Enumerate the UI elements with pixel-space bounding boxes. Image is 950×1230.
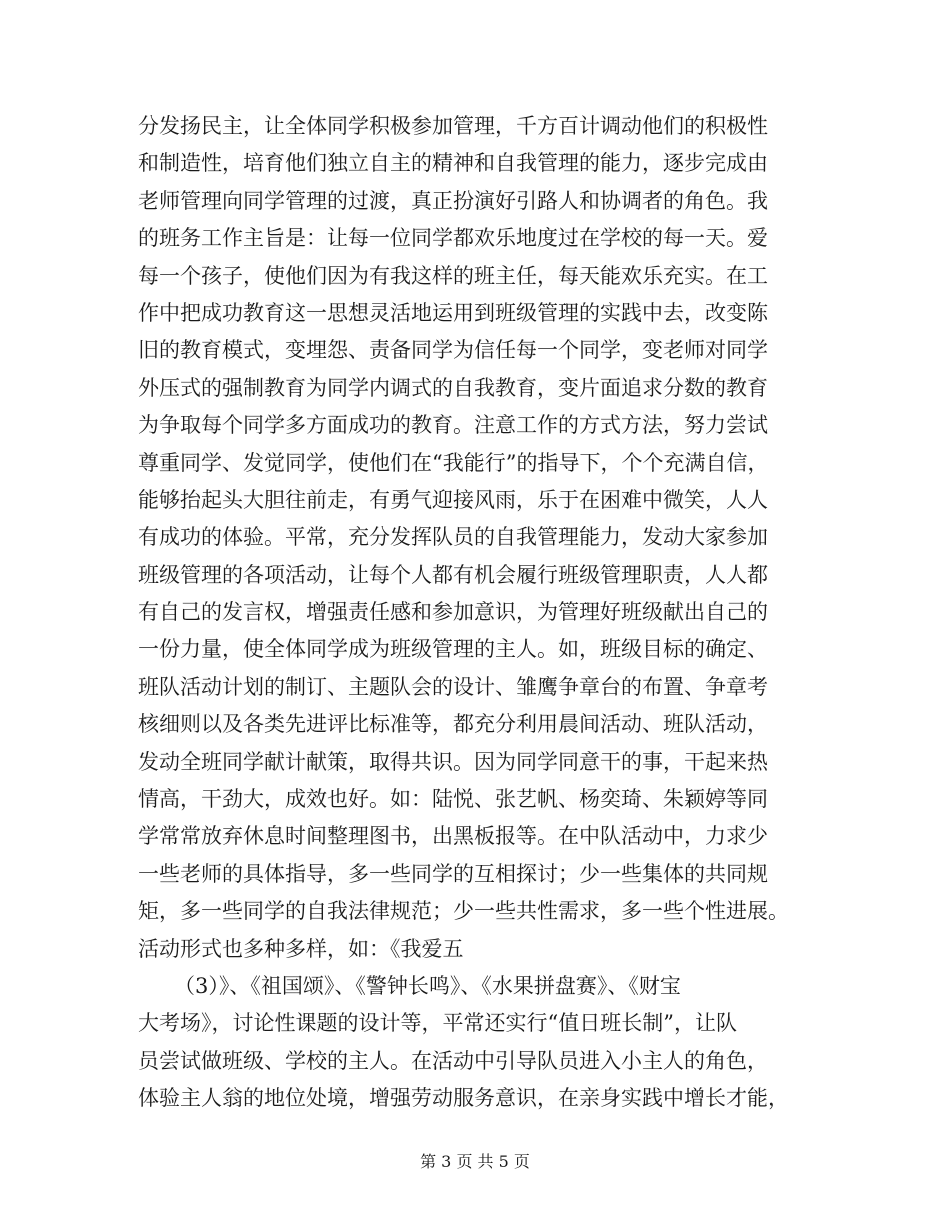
body-text	[138, 108, 828, 1118]
text-line: 有成功的体验。平常，充分发挥队员的自我管理能力，发动大家参加	[138, 525, 768, 550]
text-line: 能够抬起头大胆往前走，有勇气迎接风雨，乐于在困难中微笑，人人	[138, 487, 768, 512]
text-line: 发动全班同学献计献策，取得共识。因为同学同意干的事，干起来热	[138, 749, 768, 774]
text-line: 学常常放弃休息时间整理图书，出黑板报等。在中队活动中，力求少	[138, 824, 768, 849]
text-line: 员尝试做班级、学校的主人。在活动中引导队员进入小主人的角色，	[138, 1048, 768, 1073]
text-line: 和制造性，培育他们独立自主的精神和自我管理的能力，逐步完成由	[138, 151, 768, 176]
text-line: 情高，干劲大，成效也好。如：陆悦、张艺帆、杨奕琦、朱颖婷等同	[138, 787, 768, 812]
text-line: 活动形式也多种多样，如：《我爱五	[138, 936, 464, 961]
text-line: 一份力量，使全体同学成为班级管理的主人。如，班级目标的确定、	[138, 637, 768, 662]
text-line: 有自己的发言权，增强责任感和参加意识，为管理好班级献出自己的	[138, 600, 768, 625]
page-number: 第 3 页 共 5 页	[420, 1152, 530, 1171]
text-line: 每一个孩子，使他们因为有我这样的班主任，每天能欢乐充实。在工	[138, 263, 768, 288]
text-line: 为争取每个同学多方面成功的教育。注意工作的方式方法，努力尝试	[138, 413, 768, 438]
text-line: 大考场》，讨论性课题的设计等，平常还实行“值日班长制”，让队	[138, 1011, 737, 1036]
text-line: 班队活动计划的制订、主题队会的设计、雏鹰争章台的布置、争章考	[138, 674, 768, 699]
text-line: 尊重同学、发觉同学，使他们在“我能行”的指导下，个个充满自信，	[138, 450, 769, 475]
text-line: 外压式的强制教育为同学内调式的自我教育，变片面追求分数的教育	[138, 375, 768, 400]
page-footer	[0, 1152, 950, 1172]
text-line: 作中把成功教育这一思想灵活地运用到班级管理的实践中去，改变陈	[138, 300, 768, 325]
text-line: 旧的教育模式，变埋怨、责备同学为信任每一个同学，变老师对同学	[138, 338, 768, 363]
text-line: 一些老师的具体指导，多一些同学的互相探讨；少一些集体的共同规	[138, 861, 768, 886]
text-line: 班级管理的各项活动，让每个人都有机会履行班级管理职责，人人都	[138, 562, 768, 587]
text-line: 矩，多一些同学的自我法律规范；少一些共性需求，多一些个性进展。	[138, 899, 789, 924]
text-line: 体验主人翁的地位处境，增强劳动服务意识，在亲身实践中增长才能，	[138, 1086, 789, 1111]
text-line: 老师管理向同学管理的过渡，真正扮演好引路人和协调者的角色。我	[138, 188, 768, 213]
text-line: 分发扬民主，让全体同学积极参加管理，千方百计调动他们的积极性	[138, 114, 768, 138]
text-line: 的班务工作主旨是：让每一位同学都欢乐地度过在学校的每一天。爱	[138, 226, 768, 251]
text-line: 核细则以及各类先进评比标准等，都充分利用晨间活动、班队活动，	[138, 712, 768, 737]
text-line-indented: （3）》、《祖国颂》、《警钟长鸣》、《水果拼盘赛》、《财宝	[174, 973, 681, 998]
